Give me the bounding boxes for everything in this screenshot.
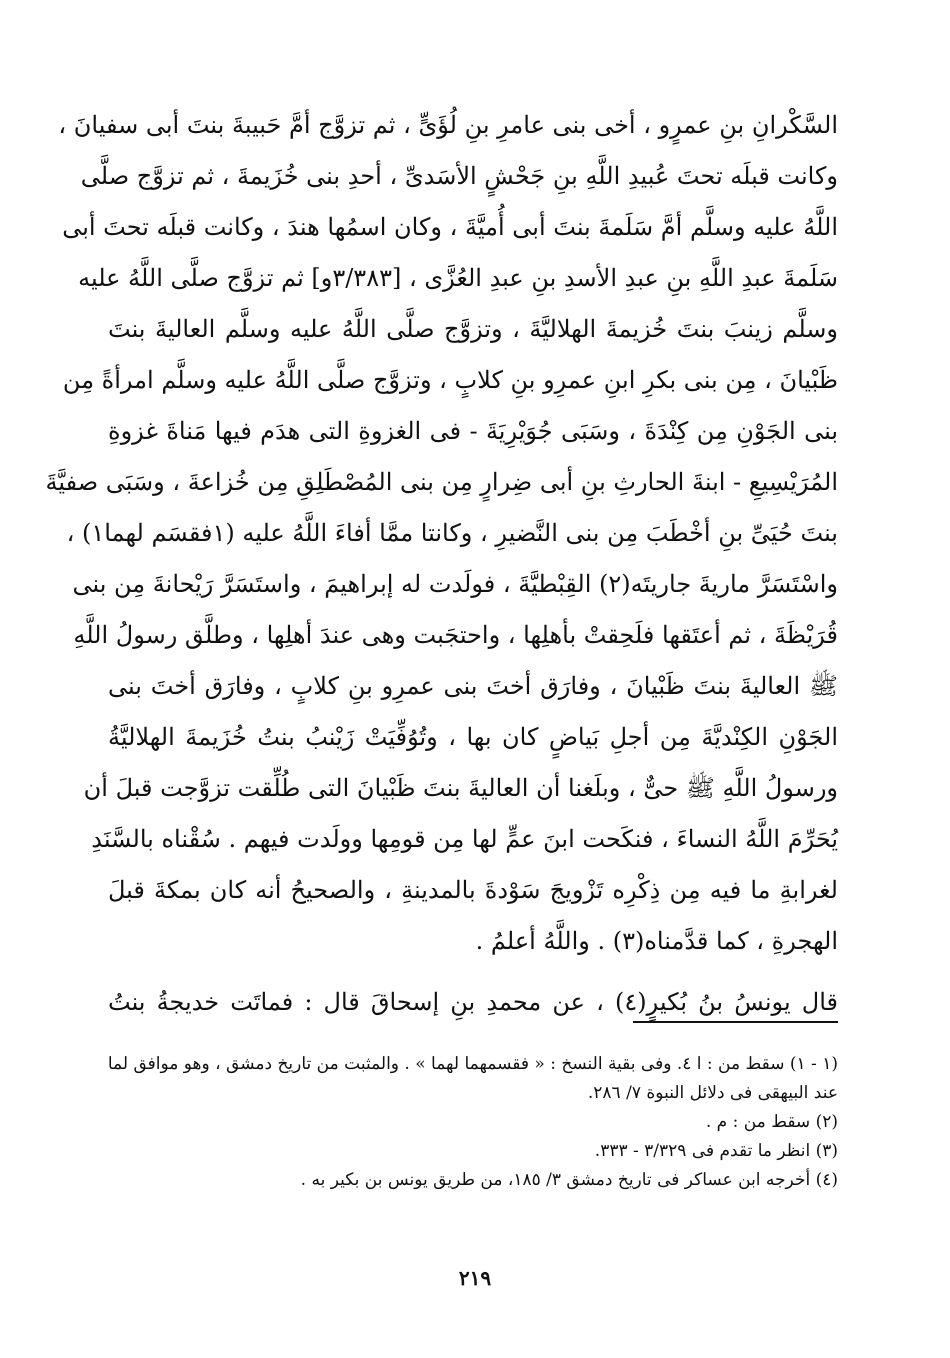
text-line: اللَّهُ عليه وسلَّم أمَّ سَلَمةَ بنتَ أبى أُميَّةَ ، وكان اسمُها هندَ ، وكانت قبلَه تحتَ أبى xyxy=(62,213,838,241)
text-line: بنى الجَوْنِ مِن كِنْدَةَ ، وسَبَى جُوَيْرِيَةَ - فى الغزوةِ التى هدَم فيها مَناةَ غزوةِ xyxy=(108,417,838,445)
text-line: قُرَيْظَةَ ، ثم أعتَقها فلَحِقتْ بأهلِها ، واحتجَبت وهى عندَ أهلِها ، وطلَّق رسولُ اللَّهِ xyxy=(73,621,838,649)
footnote-line: عند البيهقى فى دلائل النبوة ٧/ ٢٨٦. xyxy=(587,1083,838,1103)
text-line: الجَوْنِ الكِنْديَّةَ مِن أجلِ بَياضٍ كان بها ، وتُوُفِّيَتْ زَيْنبُ بنتُ خُزَيمةَ الهلاليَّةُ xyxy=(108,723,838,751)
page-number: ٢١٩ xyxy=(458,1266,492,1290)
text-line: لغرابةِ ما فيه مِن ذِكْرِه تَزْويجَ سَوْدةَ بالمدينةِ ، والصحيحُ أنه كان بمكةَ قبلَ xyxy=(108,876,838,904)
text-line: قال يونسُ بنُ بُكيرٍ(٤) ، عن محمدِ بنِ إسحاقَ قال : فماتَت خديجةُ بنتُ xyxy=(108,988,838,1016)
text-line: ﷺ العاليةَ بنتَ ظَبْيانَ ، وفارَق أختَ بنى عمرِو بنِ كلابٍ ، وفارَق أختَ بنى xyxy=(108,672,838,700)
text-line: وكانت قبلَه تحتَ عُبيدِ اللَّهِ بنِ جَحْشٍ الأسَدىِّ ، أحدِ بنى خُزَيمةَ ، ثم تزوَّج صلَّى xyxy=(80,162,838,190)
footnote-separator xyxy=(633,1021,838,1023)
text-line: ورسولُ اللَّهِ ﷺ حىٌّ ، وبلَغنا أن العاليةَ بنتَ ظَبْيانَ التى طُلِّقت تزوَّجت قبلَ أن xyxy=(83,774,838,802)
main-text xyxy=(45,100,838,1028)
text-line: وسلَّم زينبَ بنتَ خُزيمةَ الهلاليَّةَ ، وتزوَّج صلَّى اللَّهُ عليه وسلَّم العاليةَ بنتَ xyxy=(108,315,838,343)
footnotes xyxy=(108,1050,838,1195)
text-line: المُرَيْسِيعِ - ابنةَ الحارثِ بنِ أبى ضِرارٍ مِن بنى المُصْطَلِقِ مِن خُزاعةَ ، وسَبَى صفيَّةَ xyxy=(45,468,838,496)
footnote-line: (٢) سقط من : م . xyxy=(705,1112,838,1132)
footnote-line: (١ - ١) سقط من : ا ٤. وفى بقية النسخ : « فقسمهما لهما » . والمثبت من تاريخ دمشق ، وهو موافق لما xyxy=(107,1054,838,1074)
footnote-line: (٤) أخرجه ابن عساكر فى تاريخ دمشق ٣/ ١٨٥، من طريق يونس بن بكير به . xyxy=(300,1170,838,1190)
paragraph-gap xyxy=(108,967,838,977)
text-line: الهجرةِ ، كما قدَّمناه(٣) . واللَّهُ أعلمُ . xyxy=(475,927,838,955)
text-line: ظَبْيانَ ، مِن بنى بكرِ ابنِ عمرِو بنِ كلابٍ ، وتزوَّج صلَّى اللَّهُ عليه وسلَّم امرأةً مِن xyxy=(62,366,838,394)
text-line: يُحَرِّمَ اللَّهُ النساءَ ، فنكَحت ابنَ عمٍّ لها مِن قومِها وولَدت فيهم . سُقْناه بالسَّنَدِ xyxy=(91,825,838,853)
text-line: سَلَمةَ عبدِ اللَّهِ بنِ عبدِ الأسدِ بنِ عبدِ العُزَّى ، [٣/٣٨٣و] ثم تزوَّج صلَّى اللَّهُ عليه xyxy=(78,264,838,292)
footnote-line: (٣) انظر ما تقدم فى ٣/٣٢٩ - ٣٣٣. xyxy=(594,1141,838,1161)
text-line: السَّكْرانِ بنِ عمرٍو ، أخى بنى عامرِ بنِ لُؤَىٍّ ، ثم تزوَّج أمَّ حَبيبةَ بنتَ أبى سفيانَ ، xyxy=(58,111,838,139)
text-line: واسْتَسَرَّ ماريةَ جاريتَه(٢) القِبْطيَّةَ ، فولَدت له إبراهيمَ ، واستَسَرَّ رَيْحانةَ مِن بنى xyxy=(72,570,838,598)
text-line: بنتَ حُيَىِّ بنِ أخْطَبَ مِن بنى النَّضيرِ ، وكانتا ممَّا أفاءَ اللَّهُ عليه (١فقسَم لهما١) ، xyxy=(66,519,838,547)
